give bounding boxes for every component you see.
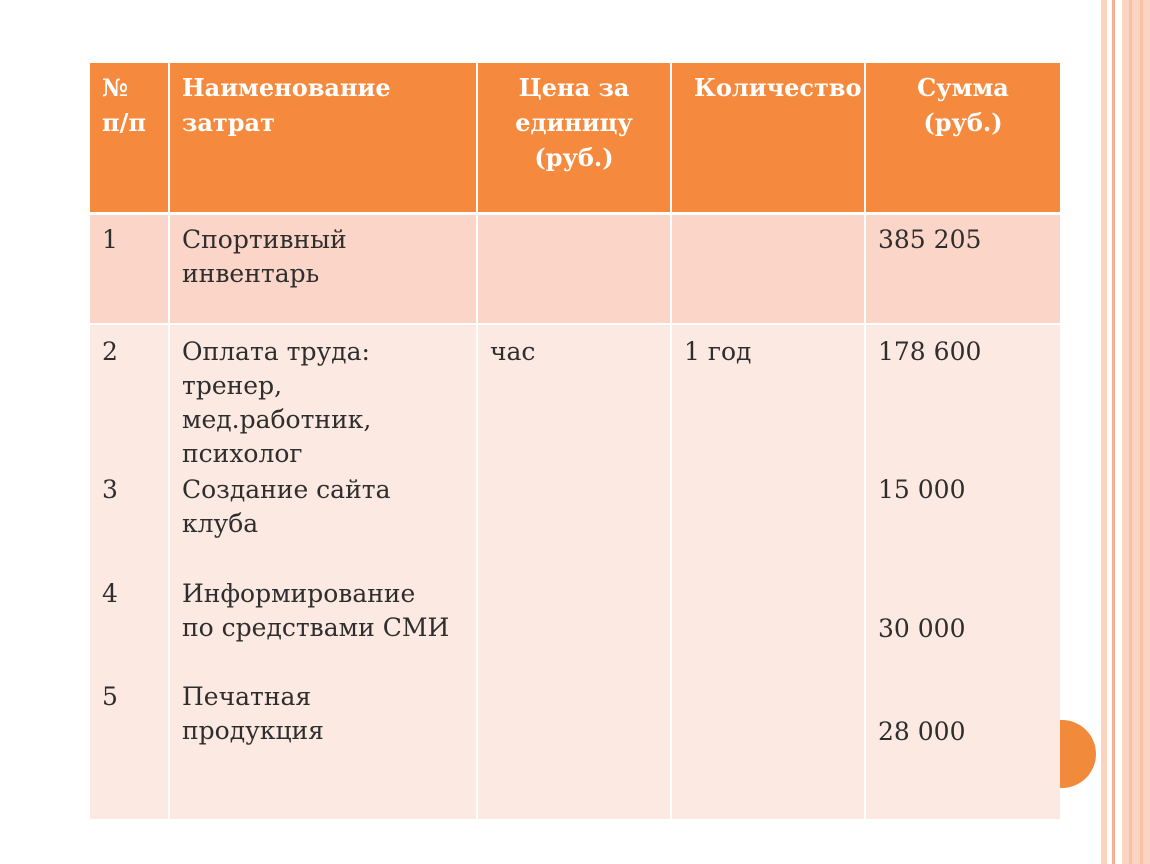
header-name [170, 63, 478, 212]
num-text: 5 [102, 682, 118, 711]
table-header-row [90, 63, 1060, 215]
header-text: Количество [694, 73, 862, 102]
name-block [182, 577, 472, 645]
row-sum [866, 325, 1060, 819]
num-text: 1 [102, 225, 118, 254]
name-text: Спортивный [182, 225, 347, 254]
header-text: Сумма [917, 73, 1009, 102]
row-price [478, 325, 672, 819]
header-text: (руб.) [534, 143, 614, 172]
row-qty [672, 215, 866, 323]
name-text: Печатная [182, 682, 312, 711]
name-text: тренер, [182, 371, 283, 400]
table-row [90, 215, 1060, 325]
row-num [90, 215, 170, 323]
header-text: п/п [102, 108, 146, 137]
row-sum [866, 215, 1060, 323]
header-text: № [102, 73, 129, 102]
name-block [182, 473, 472, 541]
row-qty [672, 325, 866, 819]
name-text: психолог [182, 439, 303, 468]
sum-text: 385 205 [878, 225, 982, 254]
name-text: инвентарь [182, 259, 320, 288]
decor-stripe [1112, 0, 1115, 864]
name-text: по средствами СМИ [182, 613, 450, 642]
header-price [478, 63, 672, 212]
name-text: Создание сайта [182, 475, 391, 504]
name-text: Оплата труда: [182, 337, 370, 366]
num-text: 4 [102, 579, 118, 608]
name-text: мед.работник, [182, 405, 372, 434]
price-text: час [490, 337, 536, 366]
row-num [90, 325, 170, 819]
header-text: Цена за [518, 73, 630, 102]
qty-text: 1 год [684, 337, 752, 366]
cost-table [90, 63, 1060, 819]
header-sum [866, 63, 1060, 212]
header-text: Наименование затрат [182, 73, 391, 137]
decor-stripe [1101, 0, 1107, 864]
header-text: (руб.) [923, 108, 1003, 137]
sum-text: 15 000 [878, 475, 966, 504]
sum-text: 30 000 [878, 614, 966, 643]
sum-text: 178 600 [878, 337, 982, 366]
name-text: Информирование [182, 579, 416, 608]
name-text: продукция [182, 716, 324, 745]
row-price [478, 215, 672, 323]
header-text: единицу [515, 108, 633, 137]
num-text: 3 [102, 475, 118, 504]
num-text: 2 [102, 337, 118, 366]
name-text: клуба [182, 509, 259, 538]
name-block [182, 335, 472, 471]
header-num [90, 63, 170, 212]
name-block [182, 680, 472, 748]
sum-text: 28 000 [878, 717, 966, 746]
header-qty [672, 63, 866, 212]
table-row [90, 325, 1060, 819]
row-name [170, 325, 478, 819]
decor-stripe [1122, 0, 1150, 864]
row-name [170, 215, 478, 323]
decor-stripe [1140, 0, 1143, 864]
decor-stripe [1129, 0, 1132, 864]
